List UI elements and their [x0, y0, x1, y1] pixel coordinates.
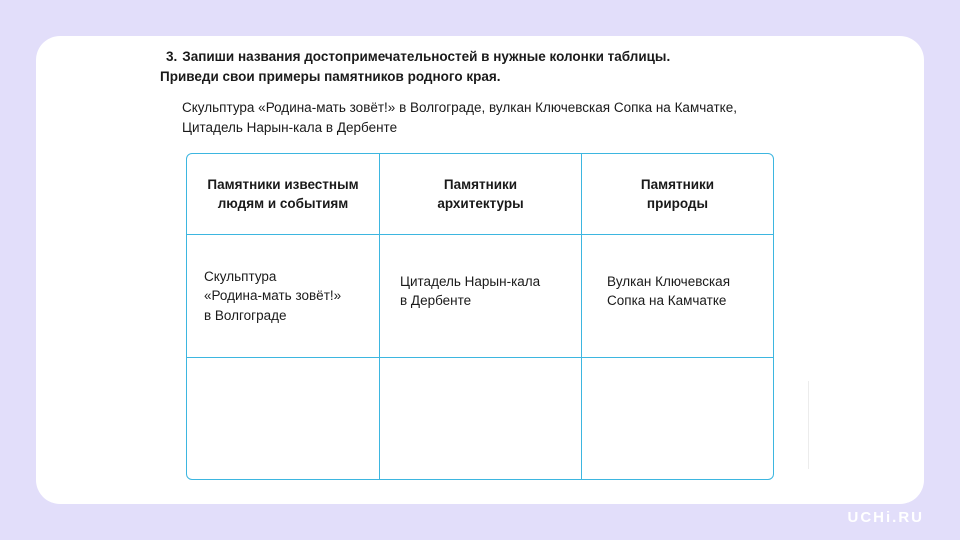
- table-empty-cell-nature[interactable]: [582, 358, 773, 479]
- header-label: Памятники архитектуры: [437, 176, 524, 211]
- task-text: [160, 47, 800, 87]
- cell-text: Скульптура «Родина-мать зовёт!» в Волгограде: [204, 268, 342, 323]
- table-cell-people-events[interactable]: [187, 235, 380, 358]
- word-bank-line-1: Скульптура «Родина-мать зовёт!» в Волгограде, вулкан Ключевская Сопка на Камчатке,: [182, 100, 737, 115]
- task-number: 3.: [166, 49, 178, 64]
- word-bank: [182, 98, 822, 137]
- divider: [808, 381, 809, 469]
- cell-text: Цитадель Нарын-кала в Дербенте: [400, 273, 541, 308]
- task-instruction: Запиши названия достопримечательностей в нужные колонки таблицы.: [182, 49, 671, 64]
- table-empty-cell-architecture[interactable]: [380, 358, 582, 479]
- task-line-1: [160, 47, 800, 67]
- cell-text: Вулкан Ключевская Сопка на Камчатке: [607, 273, 731, 308]
- table-empty-cell-people-events[interactable]: [187, 358, 380, 479]
- table-cell-architecture[interactable]: [380, 235, 582, 358]
- word-bank-line-2: Цитадель Нарын-кала в Дербенте: [182, 119, 398, 135]
- header-label: Памятники известным людям и событиям: [207, 176, 359, 211]
- brand-logo: UCHi.RU: [847, 509, 924, 526]
- table-header-people-events: [187, 154, 380, 235]
- sorting-table: [186, 153, 774, 480]
- header-label: Памятники природы: [640, 176, 715, 211]
- task-line-2: Приведи свои примеры памятников родного края.: [160, 69, 501, 84]
- table-cell-nature[interactable]: [582, 235, 773, 358]
- table-header-architecture: [380, 154, 582, 235]
- table-header-nature: [582, 154, 773, 235]
